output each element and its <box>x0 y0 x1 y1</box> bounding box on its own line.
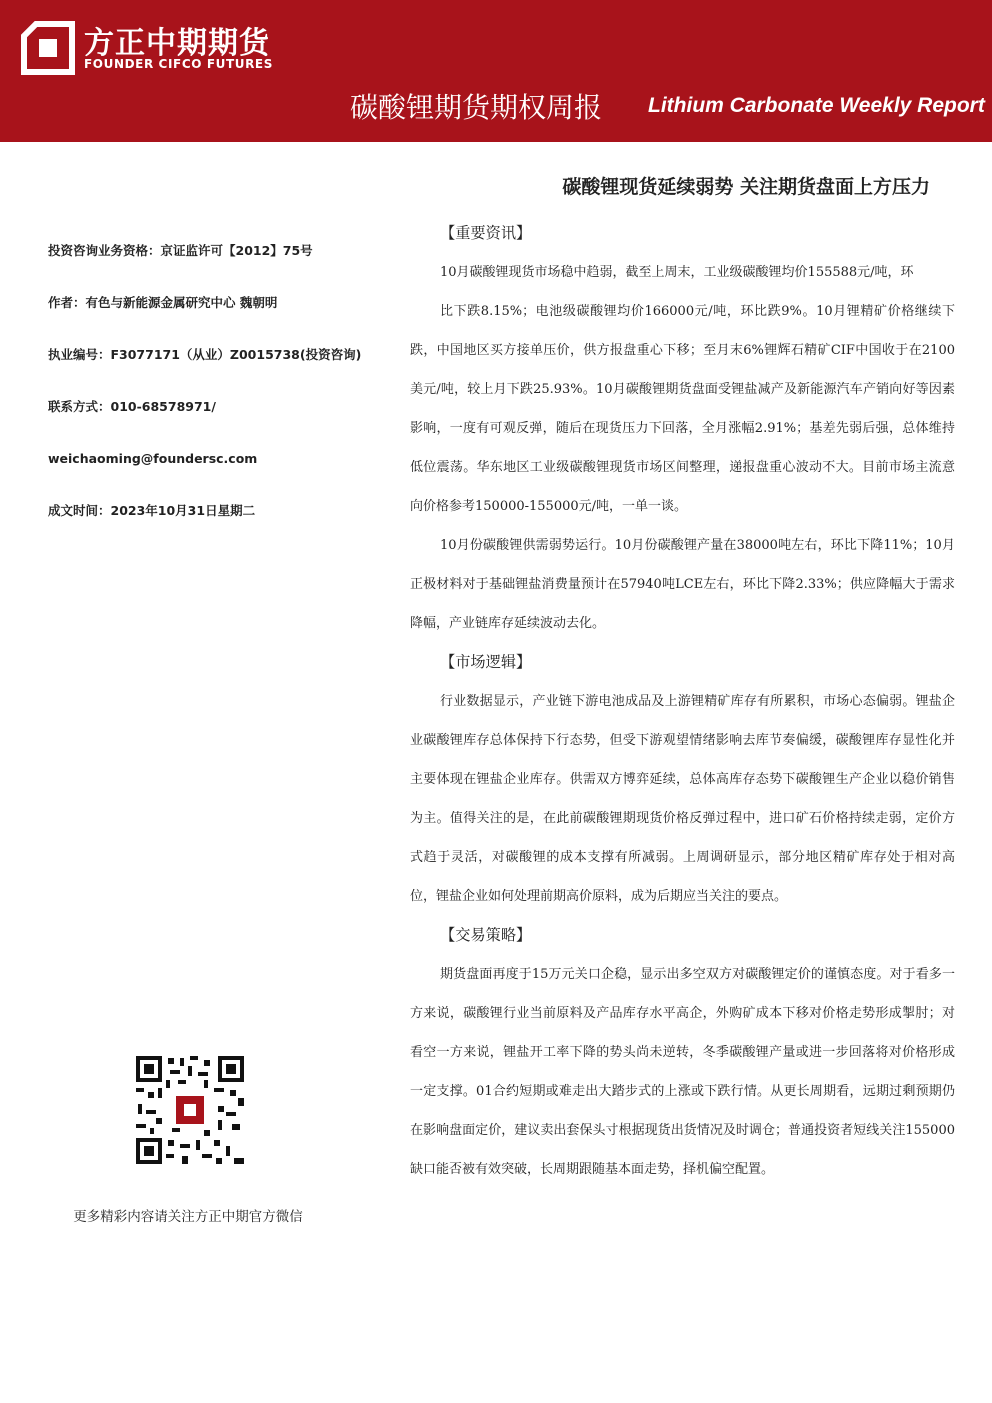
section-heading: 【交易策略】 <box>440 926 532 944</box>
report-header <box>0 0 992 142</box>
report-body <box>410 214 955 1189</box>
wechat-qr-code-icon <box>134 1054 246 1166</box>
date-text: 成文时间：2023年10月31日星期二 <box>48 503 256 518</box>
paragraph: 比下跌8.15%；电池级碳酸锂均价166000元/吨，环比跌9%。10月锂精矿价格继续下跌，中国地区买方接单压价，供方报盘重心下移；至月末6%锂辉石精矿CIF中国收于在2100美元/吨，较上月下跌25.93%。10月碳酸锂期货盘面受锂盐减产及新能源汽车产销向好等因素影响，一度有可观反弹，随后在现货压力下回落，全月涨幅2.91%；基差先弱后强，总体维持低位震荡。华东地区工业级碳酸锂现货市场区间整理，递报盘重心波动不大。目前市场主流意向价格参考150000-155000元/吨，一单一谈。 <box>410 304 955 514</box>
paragraph: 10月份碳酸锂供需弱势运行。10月份碳酸锂产量在38000吨左右，环比下降11%；10月正极材料对于基础锂盐消费量预计在57940吨LCE左右，环比下降2.33%；供应降幅大于需求降幅，产业链库存延续波动去化。 <box>410 538 955 631</box>
founder-logo-icon <box>20 20 76 76</box>
section-heading: 【重要资讯】 <box>440 224 532 242</box>
paragraph: 行业数据显示，产业链下游电池成品及上游锂精矿库存有所累积，市场心态偏弱。锂盐企业碳酸锂库存总体保持下行态势，但受下游观望情绪影响去库节奏偏缓，碳酸锂库存显性化并主要体现在锂盐企业库存。供需双方博弈延续，总体高库存态势下碳酸锂生产企业以稳价销售为主。值得关注的是，在此前碳酸锂期现货价格反弹过程中，进口矿石价格持续走弱，定价方式趋于灵活，对碳酸锂的成本支撑有所减弱。上周调研显示，部分地区精矿库存处于相对高位，锂盐企业如何处理前期高价原料，成为后期应当关注的要点。 <box>410 694 955 904</box>
section-market-logic <box>410 643 955 916</box>
qr-caption: 更多精彩内容请关注方正中期官方微信 <box>73 1209 303 1225</box>
contact-email-text: weichaoming@foundersc.com <box>48 451 258 466</box>
headline: 碳酸锂现货延续弱势 关注期货盘面上方压力 <box>562 176 930 198</box>
report-title-en: Lithium Carbonate Weekly Report <box>648 94 985 117</box>
paragraph: 10月碳酸锂现货市场稳中趋弱，截至上周末，工业级碳酸锂均价155588元/吨，环 <box>440 265 914 280</box>
qualification-text: 投资咨询业务资格：京证监许可【2012】75号 <box>48 243 313 258</box>
contact-phone-text: 联系方式：010-68578971/ <box>48 399 216 414</box>
license-number-text: 执业编号：F3077171（从业）Z0015738(投资咨询) <box>48 347 362 362</box>
report-title-cn: 碳酸锂期货期权周报 <box>350 91 603 124</box>
section-heading: 【市场逻辑】 <box>440 653 532 671</box>
section-trading-strategy <box>410 916 955 1189</box>
paragraph: 期货盘面再度于15万元关口企稳，显示出多空双方对碳酸锂定价的谨慎态度。对于看多一方来说，碳酸锂行业当前原料及产品库存水平高企，外购矿成本下移对价格走势形成掣肘；对看空一方来说，锂盐开工率下降的势头尚未逆转，冬季碳酸锂产量或进一步回落将对价格形成一定支撑。01合约短期或难走出大踏步式的上涨或下跌行情。从更长周期看，远期过剩预期仍在影响盘面定价，建议卖出套保头寸根据现货出货情况及时调仓；普通投资者短线关注155000缺口能否被有效突破，长周期跟随基本面走势，择机偏空配置。 <box>410 967 955 1177</box>
author-text: 作者：有色与新能源金属研究中心 魏朝明 <box>48 295 278 310</box>
author-info <box>48 238 393 550</box>
section-key-news <box>410 214 955 643</box>
brand-name-en: FOUNDER CIFCO FUTURES <box>84 57 273 71</box>
brand-name-cn: 方正中期期货 <box>84 26 270 61</box>
